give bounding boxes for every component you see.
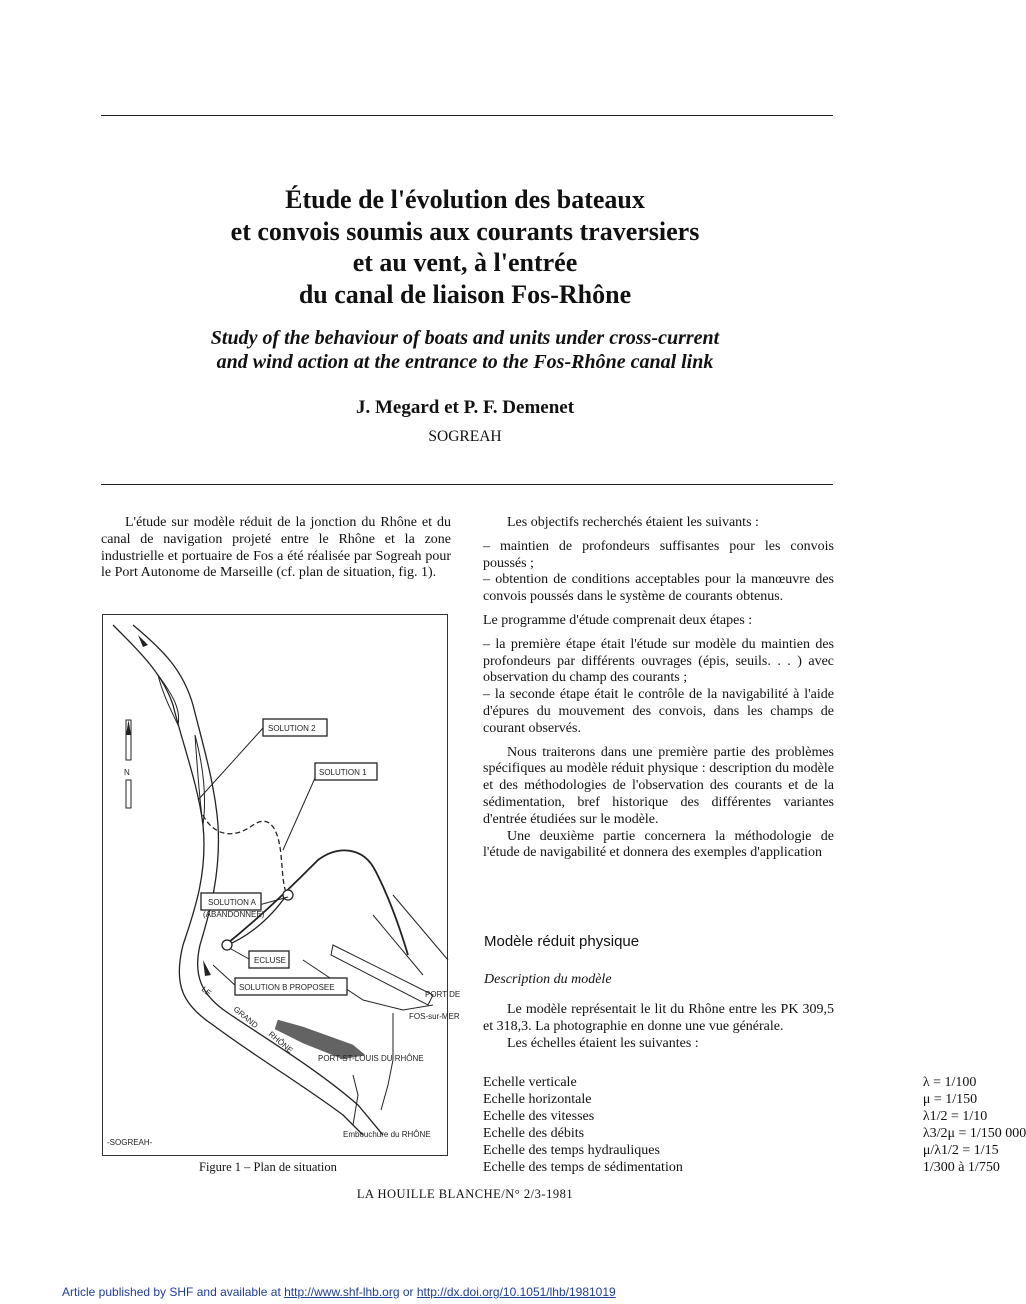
scale-label: Echelle horizontale xyxy=(483,1092,592,1107)
solution-2-label: SOLUTION 2 xyxy=(268,724,316,733)
location-map xyxy=(103,615,461,1157)
title-line-1: Étude de l'évolution des bateaux xyxy=(285,185,645,214)
scale-value: λ = 1/100 xyxy=(922,1075,977,1090)
scale-row xyxy=(483,1075,1026,1092)
scale-label: Echelle des débits xyxy=(483,1126,585,1141)
scale-label: Echelle des temps de sédimentation xyxy=(483,1160,683,1175)
program-step-1: – la première étape était l'étude sur modèle du maintien des profondeurs par différents ouvrages (épis, seuils. . . ) avec observation du champ des courants ; xyxy=(483,636,834,686)
solution-b-leader xyxy=(213,965,237,987)
solution-1-leader xyxy=(283,778,315,850)
island-1 xyxy=(158,675,179,725)
credit-middle: or xyxy=(399,1285,417,1299)
scale-label: Echelle des vitesses xyxy=(483,1109,595,1124)
journal-footer: LA HOUILLE BLANCHE/N° 2/3-1981 xyxy=(356,1187,574,1201)
scale-row xyxy=(483,1143,1026,1160)
program-step-2: – la seconde étape était le contrôle de la navigabilité à l'aide d'épures du mouvement des convois, dans les champs de courant observés. xyxy=(483,687,834,736)
scale-value: μ/λ1/2 = 1/15 xyxy=(922,1143,999,1158)
solution-a-circle xyxy=(283,890,293,900)
scale-row xyxy=(483,1160,1026,1177)
part-one-paragraph: Nous traiterons dans une première partie des problèmes spécifiques au modèle réduit physique : description du modèle et des méthodologies de l'observation des courants et de la sédimentation, bref historique des différentes variantes d'entrée étudiées sur le modèle. xyxy=(483,744,834,827)
solution-b-label: SOLUTION B PROPOSEE xyxy=(239,983,335,992)
scale-value: λ3/2μ = 1/150 000 xyxy=(922,1126,1026,1141)
objectives-intro: Les objectifs recherchés étaient les suivants : xyxy=(507,515,759,530)
river-label-grand: GRAND xyxy=(231,1004,260,1031)
north-arrow-bottom xyxy=(126,780,131,808)
location-map-figure xyxy=(102,614,461,1156)
title-line-2: et convois soumis aux courants traversiers xyxy=(230,216,700,246)
scales-table xyxy=(483,1075,1026,1177)
scale-label: Echelle verticale xyxy=(483,1075,577,1090)
intro-paragraph: L'étude sur modèle réduit de la jonction du Rhône et du canal de navigation projeté entre le Rhône et la zone industrielle et portuaire de Fos a été réalisée par Sogreah pour le Port Autonome de Marseille (cf. plan de situation, fig. 1). xyxy=(101,515,451,581)
publication-credit xyxy=(62,1285,616,1299)
north-label: N xyxy=(124,768,130,777)
scale-label: Echelle des temps hydrauliques xyxy=(483,1143,660,1158)
objective-2: – obtention de conditions acceptables pour la manœuvre des convois poussés dans le système de courants obtenus. xyxy=(483,572,834,605)
credit-prefix: Article published by SHF and available at xyxy=(62,1285,285,1299)
ecluse-leader xyxy=(231,949,249,959)
embouchure-leader xyxy=(353,1075,358,1125)
title-english xyxy=(0,326,930,374)
right-column xyxy=(483,515,834,862)
scale-row xyxy=(483,1109,1026,1126)
river-flow-arrow-bottom xyxy=(203,960,211,976)
section-heading: Modèle réduit physique xyxy=(484,933,640,950)
sogreah-mark: -SOGREAH- xyxy=(107,1138,153,1147)
title-line-3: et au vent, à l'entrée xyxy=(352,248,578,277)
subtitle-line-1: Study of the behaviour of boats and units under cross-current xyxy=(210,327,720,349)
figure-caption: Figure 1 – Plan de situation xyxy=(199,1160,337,1174)
solution-a-label: SOLUTION A xyxy=(208,898,257,907)
scale-value: μ = 1/150 xyxy=(922,1092,978,1107)
island-2 xyxy=(195,735,205,825)
north-arrow-head xyxy=(126,720,131,735)
left-column xyxy=(101,515,451,582)
ecluse-label: ECLUSE xyxy=(254,956,287,965)
title-french xyxy=(0,184,930,310)
program-intro: Le programme d'étude comprenait deux étapes : xyxy=(483,612,753,628)
solution-1-label: SOLUTION 1 xyxy=(319,768,367,777)
doi-link[interactable]: http://dx.doi.org/10.1051/lhb/1981019 xyxy=(416,1285,616,1299)
scale-row xyxy=(483,1092,1026,1109)
authors: J. Megard et P. F. Demenet xyxy=(355,397,575,418)
objective-1: – maintien de profondeurs suffisantes pour les convois poussés ; xyxy=(483,538,834,571)
fos-basin xyxy=(331,945,433,1005)
river-label-le: LE xyxy=(199,984,214,998)
ecluse-circle xyxy=(222,940,232,950)
embouchure-label: Embouchure du RHÔNE xyxy=(343,1130,431,1139)
scale-value: λ1/2 = 1/10 xyxy=(922,1109,988,1124)
title-line-4: du canal de liaison Fos-Rhône xyxy=(298,279,632,309)
subsection-heading: Description du modèle xyxy=(484,972,612,987)
scale-value: 1/300 à 1/750 xyxy=(922,1160,1000,1175)
model-paragraph: Le modèle représentait le lit du Rhône entre les PK 309,5 et 318,3. La photographie en donne une vue générale. xyxy=(483,1002,834,1034)
header-bottom-rule xyxy=(101,484,833,485)
affiliation: SOGREAH xyxy=(428,428,502,445)
fos-sur-mer-label: FOS-sur-MER xyxy=(409,1012,460,1021)
port-de-label: PORT DE xyxy=(425,990,461,999)
scales-intro: Les échelles étaient les suivantes : xyxy=(507,1035,699,1051)
top-rule xyxy=(101,115,833,116)
port-st-louis-label: PORT-ST-LOUIS DU RHÔNE xyxy=(318,1054,424,1063)
part-two-paragraph: Une deuxième partie concernera la méthodologie de l'étude de navigabilité et donnera des exemples d'application xyxy=(483,828,834,861)
abandonnee-label: (ABANDONNEE) xyxy=(203,910,265,919)
scale-row xyxy=(483,1126,1026,1143)
river-label-rhone: RHÔNE xyxy=(266,1029,295,1056)
fos-pier xyxy=(373,895,448,975)
subtitle-line-2: and wind action at the entrance to the Fos-Rhône canal link xyxy=(216,351,714,373)
shf-link[interactable]: http://www.shf-lhb.org xyxy=(284,1285,400,1299)
model-description xyxy=(483,1002,834,1052)
